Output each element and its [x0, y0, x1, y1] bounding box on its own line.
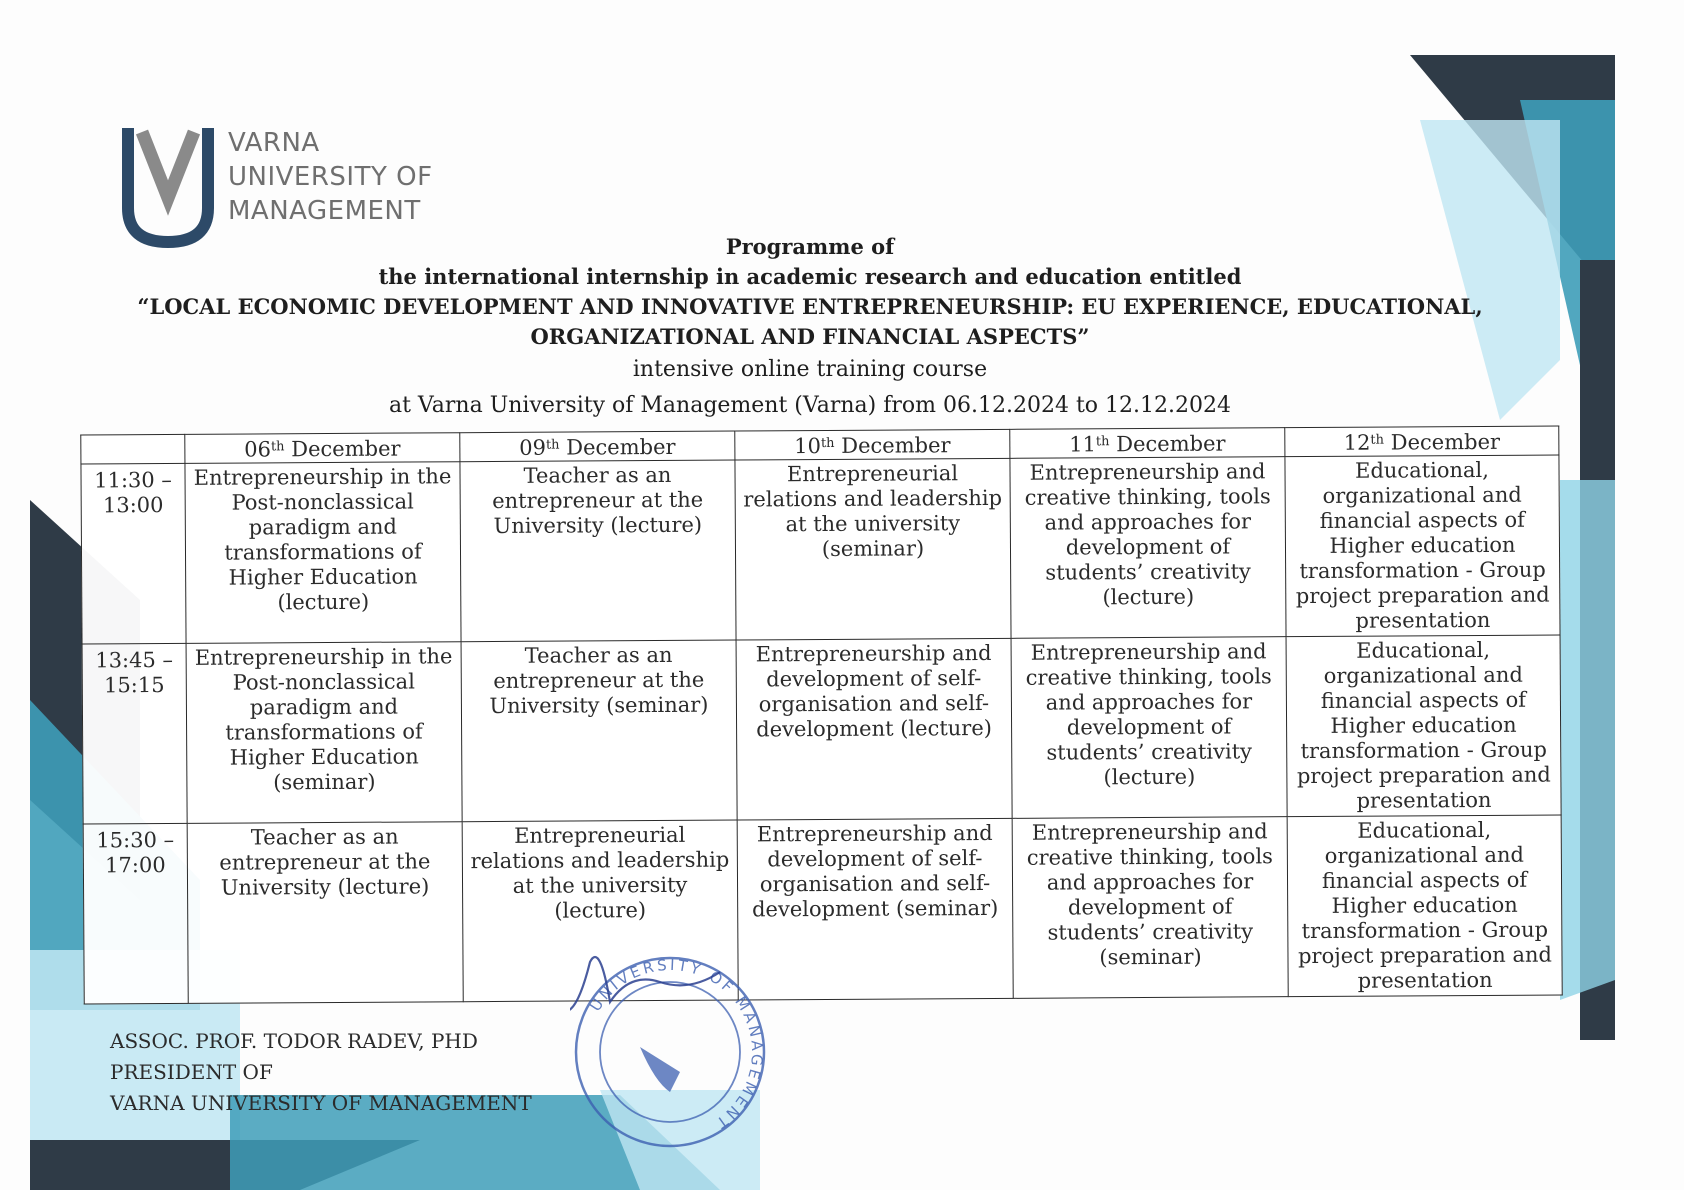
- university-name: [228, 126, 433, 228]
- stamp-text-path: UNIVERSITY OF MANAGEMENT: [586, 955, 767, 1134]
- time-header: [81, 434, 185, 464]
- day-number: 12: [1343, 430, 1371, 455]
- header-line1: Programme of: [725, 234, 895, 259]
- day-number: 06: [244, 437, 272, 462]
- session-cell: Entrepreneurship and development of self-organisation and self-development (lecture): [736, 638, 1012, 820]
- day-number: 09: [519, 435, 547, 460]
- session-cell: Educational, organizational and financial aspects of Higher education transformation - Group project preparation and presentation: [1285, 455, 1560, 637]
- day-header: [735, 429, 1010, 460]
- university-stamp: [570, 952, 770, 1152]
- signatory-title: PRESIDENT OF: [110, 1060, 273, 1084]
- day-suffix: th: [1095, 434, 1110, 450]
- signatory-name: ASSOC. PROF. TODOR RADEV, PHD: [110, 1029, 478, 1053]
- schedule-row: [83, 815, 1562, 1004]
- stamp-inner-ring: [600, 982, 740, 1122]
- session-cell: Entrepreneurship and development of self-organisation and self-development (seminar): [737, 818, 1013, 1000]
- session-cell: Educational, organizational and financial aspects of Higher education transformation - Group project preparation and presentation: [1286, 635, 1561, 817]
- university-name-line2: UNIVERSITY OF: [228, 162, 433, 192]
- day-suffix: th: [820, 435, 835, 451]
- university-name-line1: VARNA: [228, 128, 320, 158]
- header-line3: “LOCAL ECONOMIC DEVELOPMENT AND INNOVATIVE ENTREPRENEURSHIP: EU EXPERIENCE, EDUCATIONAL,: [137, 294, 1483, 319]
- day-month: December: [841, 433, 951, 458]
- session-cell: Entrepreneurship and creative thinking, tools and approaches for development of students’ creativity (lecture): [1010, 457, 1286, 639]
- day-suffix: th: [545, 437, 560, 453]
- session-cell: Entrepreneurship in the Post-nonclassical paradigm and transformations of Higher Education (lecture): [185, 462, 461, 644]
- day-number: 10: [794, 433, 822, 459]
- header-line4: ORGANIZATIONAL AND FINANCIAL ASPECTS”: [530, 324, 1090, 349]
- stamp-emblem: [640, 1032, 700, 1092]
- day-header: [185, 433, 460, 464]
- vum-logo-icon: [120, 120, 220, 250]
- day-month: December: [566, 434, 676, 460]
- header-line2: the international internship in academic research and education entitled: [378, 264, 1242, 289]
- signature-block: [110, 1026, 532, 1119]
- day-month: December: [1116, 431, 1226, 457]
- session-cell: Entrepreneurship and creative thinking, tools and approaches for development of students’ creativity (seminar): [1012, 817, 1288, 999]
- university-name-line3: MANAGEMENT: [228, 196, 421, 226]
- session-cell: Teacher as an entrepreneur at the University (seminar): [461, 640, 737, 822]
- signatory-institution: VARNA UNIVERSITY OF MANAGEMENT: [110, 1091, 532, 1115]
- time-slot: 13:45 – 15:15: [82, 643, 187, 824]
- header-line5: intensive online training course: [632, 357, 988, 382]
- schedule-row: [82, 635, 1561, 824]
- session-cell: Teacher as an entrepreneur at the University (lecture): [187, 822, 463, 1004]
- day-suffix: th: [1370, 432, 1385, 448]
- header-line6: at Varna University of Management (Varna) from 06.12.2024 to 12.12.2024: [388, 393, 1232, 418]
- day-month: December: [1390, 429, 1501, 455]
- session-cell: Educational, organizational and financial aspects of Higher education transformation - Group project preparation and presentation: [1287, 815, 1562, 997]
- session-cell: Entrepreneurship in the Post-nonclassical paradigm and transformations of Higher Education (seminar): [186, 642, 462, 824]
- day-number: 11: [1069, 432, 1097, 457]
- day-suffix: th: [270, 439, 285, 455]
- session-cell: Entrepreneurial relations and leadership at the university (seminar): [735, 458, 1011, 640]
- session-cell: Entrepreneurship and creative thinking, tools and approaches for development of students’ creativity (lecture): [1011, 637, 1287, 819]
- day-header: [460, 431, 735, 462]
- deco-right-cyan: [1560, 480, 1615, 1000]
- day-header: [1010, 428, 1285, 459]
- session-cell: Entrepreneurial relations and leadership at the university (lecture): [462, 820, 738, 1002]
- session-cell: Teacher as an entrepreneur at the University (lecture): [460, 460, 736, 642]
- time-slot: 11:30 – 13:00: [81, 463, 186, 644]
- programme-header: [100, 232, 1520, 424]
- day-month: December: [291, 436, 401, 462]
- schedule-table: [80, 425, 1562, 1004]
- day-header: [1285, 426, 1559, 457]
- schedule-row: [81, 455, 1560, 644]
- university-logo: [120, 120, 480, 250]
- time-slot: 15:30 – 17:00: [83, 823, 188, 1004]
